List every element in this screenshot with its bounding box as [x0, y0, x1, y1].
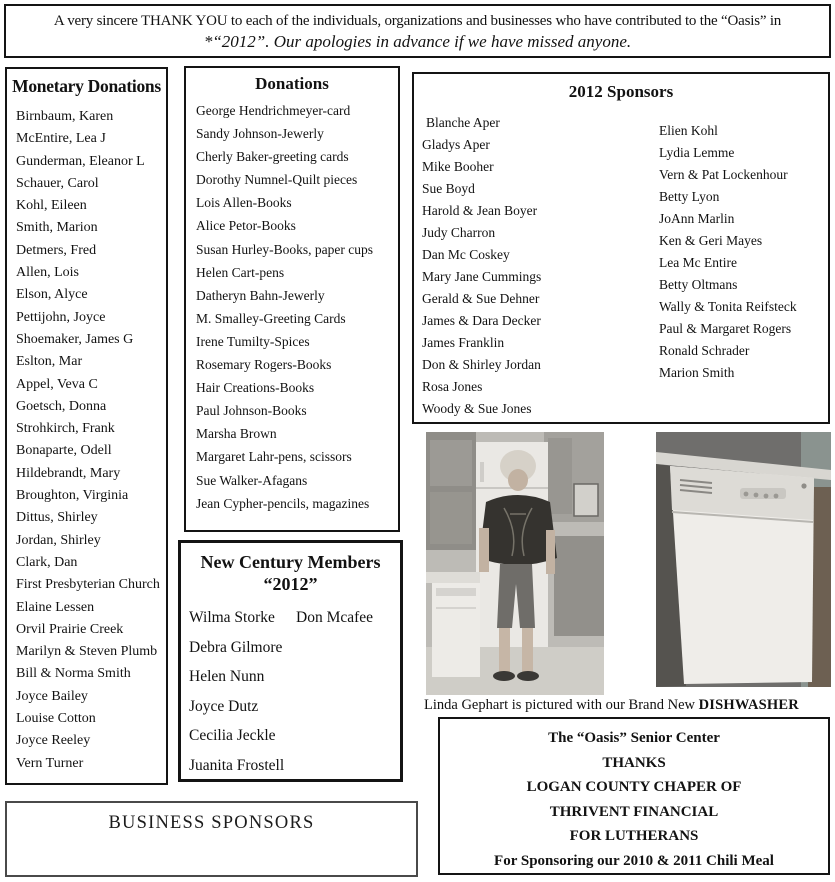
- donation-item: Jean Cypher-pencils, magazines: [196, 495, 370, 511]
- sponsor-name: Mike Booher: [422, 159, 494, 174]
- thanks-line: THANKS: [602, 754, 666, 771]
- donor-name: Shoemaker, James G: [16, 331, 134, 347]
- donation-item: Datheryn Bahn-Jewerly: [196, 287, 325, 303]
- sponsor-name: Betty Oltmans: [659, 277, 738, 292]
- photo-caption-bold: DISHWASHER: [698, 697, 799, 713]
- sponsor-name: Lea Mc Entire: [659, 255, 737, 270]
- sponsor-name: Ken & Geri Mayes: [659, 233, 763, 248]
- donor-name: Vern Turner: [16, 755, 84, 771]
- thrivent-thanks-box: [438, 717, 830, 875]
- sponsor-name: Dan Mc Coskey: [422, 247, 510, 262]
- member-name: Joyce Dutz: [189, 697, 259, 715]
- donor-name: Louise Cotton: [16, 711, 96, 727]
- donor-name: Smith, Marion: [16, 220, 98, 236]
- donation-item: Helen Cart-pens: [196, 264, 285, 280]
- donor-name: Appel, Veva C: [16, 376, 98, 392]
- member-name: Wilma Storke: [189, 609, 275, 626]
- monetary-donations-list: [7, 97, 166, 775]
- new-century-title-line1: New Century Members: [200, 552, 381, 572]
- new-century-list: [181, 633, 400, 781]
- donation-item: Hair Creations-Books: [196, 380, 315, 396]
- donation-item: Dorothy Numnel-Quilt pieces: [196, 172, 358, 188]
- sponsor-name: Harold & Jean Boyer: [422, 203, 538, 218]
- donor-name: Joyce Reeley: [16, 733, 91, 749]
- sponsor-name: Sue Boyd: [422, 181, 475, 196]
- donor-name: Elaine Lessen: [16, 599, 95, 615]
- donation-item: Irene Tumilty-Spices: [196, 333, 310, 349]
- donation-item: Rosemary Rogers-Books: [196, 357, 332, 373]
- thrivent-lines: [440, 719, 828, 874]
- donation-item: Sandy Johnson-Jewerly: [196, 126, 324, 142]
- donor-name: Dittus, Shirley: [16, 510, 98, 526]
- donor-name: Allen, Lois: [16, 265, 79, 281]
- new-century-title-line2: “2012”: [263, 574, 318, 594]
- donation-item: Marsha Brown: [196, 426, 277, 442]
- donation-item: Sue Walker-Afagans: [196, 472, 308, 488]
- photo-caption-text: Linda Gephart is pictured with our Brand New: [424, 697, 699, 713]
- donor-name: Elson, Alyce: [16, 287, 88, 303]
- sponsor-name: Paul & Margaret Rogers: [659, 321, 792, 336]
- member-name: Don Mcafee: [296, 609, 374, 626]
- donation-item: Cherly Baker-greeting cards: [196, 149, 349, 165]
- dishwasher-photo-graphic: [656, 432, 831, 687]
- thanks-line: LOGAN COUNTY CHAPER OF: [526, 779, 742, 796]
- donor-name: Jordan, Shirley: [16, 532, 101, 548]
- donation-item: Alice Petor-Books: [196, 218, 296, 234]
- donor-name: Bill & Norma Smith: [16, 666, 131, 682]
- monetary-donations-box: [5, 67, 168, 785]
- donor-name: Broughton, Virginia: [16, 488, 129, 504]
- member-name: Debra Gilmore: [189, 638, 283, 656]
- donation-item: Margaret Lahr-pens, scissors: [196, 449, 352, 465]
- sponsor-name: Vern & Pat Lockenhour: [659, 167, 788, 182]
- donor-name: Detmers, Fred: [16, 242, 97, 258]
- sponsor-name: Don & Shirley Jordan: [422, 357, 541, 372]
- donor-name: Marilyn & Steven Plumb: [16, 644, 158, 660]
- sponsor-name: Elien Kohl: [659, 123, 718, 138]
- photo-dishwasher: [656, 432, 831, 687]
- sponsor-name: Marion Smith: [659, 365, 735, 380]
- donation-item: Paul Johnson-Books: [196, 403, 307, 419]
- sponsors-column-2: [659, 120, 797, 384]
- business-sponsors-title: BUSINESS SPONSORS: [108, 813, 315, 833]
- thanks-line: The “Oasis” Senior Center: [548, 730, 720, 746]
- sponsors-2012-box: [412, 72, 830, 424]
- donor-name: Kohl, Eileen: [16, 198, 87, 214]
- sponsor-name: Blanche Aper: [426, 115, 500, 130]
- photo-caption: [424, 697, 834, 714]
- sponsors-title: 2012 Sponsors: [568, 82, 674, 101]
- banner-line2: *“2012”. Our apologies in advance if we have missed anyone.: [203, 32, 632, 51]
- banner-line1: A very sincere THANK YOU to each of the individuals, organizations and businesses who have contributed to the “Oasis” in: [53, 13, 782, 29]
- donor-name: Schauer, Carol: [16, 175, 99, 191]
- donor-name: Hildebrandt, Mary: [16, 465, 121, 481]
- member-name: Cecilia Jeckle: [189, 727, 276, 744]
- thanks-line: FOR LUTHERANS: [569, 828, 699, 845]
- donor-name: Clark, Dan: [16, 554, 78, 570]
- thanks-line: For Sponsoring our 2010 & 2011 Chili Meal: [494, 852, 774, 869]
- donor-name: Gunderman, Eleanor L: [16, 153, 145, 169]
- donation-item: George Hendrichmeyer-card: [196, 103, 351, 118]
- sponsor-name: Judy Charron: [422, 225, 496, 240]
- donor-name: Orvil Prairie Creek: [16, 621, 124, 637]
- new-century-title: [181, 543, 400, 595]
- donor-name: Bonaparte, Odell: [16, 443, 112, 459]
- donor-name: McEntire, Lea J: [16, 131, 106, 147]
- sponsor-name: Woody & Sue Jones: [422, 401, 532, 416]
- monetary-donations-title: Monetary Donations: [12, 76, 161, 96]
- donor-name: Goetsch, Donna: [16, 398, 107, 414]
- sponsor-name: James Franklin: [422, 335, 505, 350]
- sponsor-name: Ronald Schrader: [659, 343, 750, 358]
- sponsor-name: Wally & Tonita Reifsteck: [659, 299, 797, 314]
- donations-list: [186, 94, 398, 515]
- sponsor-name: Gladys Aper: [422, 137, 490, 152]
- donations-title: Donations: [255, 74, 329, 93]
- kitchen-photo-graphic: [426, 432, 604, 695]
- donations-box: [184, 66, 400, 532]
- donor-name: First Presbyterian Church: [16, 577, 160, 593]
- photo-linda-gephart: [426, 432, 604, 695]
- donor-name: Birnbaum, Karen: [16, 109, 114, 124]
- business-sponsors-box: [5, 801, 418, 877]
- new-century-members-box: [178, 540, 403, 782]
- donor-name: Pettijohn, Joyce: [16, 309, 106, 325]
- sponsors-column-1: [422, 112, 541, 420]
- donation-item: Lois Allen-Books: [196, 195, 292, 211]
- sponsor-name: Gerald & Sue Dehner: [422, 291, 540, 306]
- donation-item: Susan Hurley-Books, paper cups: [196, 241, 373, 257]
- sponsor-name: Lydia Lemme: [659, 145, 735, 160]
- new-century-first-row: [181, 595, 400, 633]
- donor-name: Eslton, Mar: [16, 354, 83, 370]
- donation-item: M. Smalley-Greeting Cards: [196, 310, 346, 326]
- sponsor-name: James & Dara Decker: [422, 313, 541, 328]
- sponsor-name: Rosa Jones: [422, 379, 483, 394]
- thanks-line: THRIVENT FINANCIAL: [549, 803, 719, 820]
- sponsor-name: Betty Lyon: [659, 189, 720, 204]
- sponsor-name: Mary Jane Cummings: [422, 269, 542, 284]
- donor-name: Strohkirch, Frank: [16, 421, 115, 437]
- sponsor-name: JoAnn Marlin: [659, 211, 735, 226]
- thank-you-banner: [4, 4, 831, 58]
- member-name: Juanita Frostell: [189, 756, 285, 774]
- donor-name: Joyce Bailey: [16, 688, 88, 704]
- member-name: Helen Nunn: [189, 668, 265, 685]
